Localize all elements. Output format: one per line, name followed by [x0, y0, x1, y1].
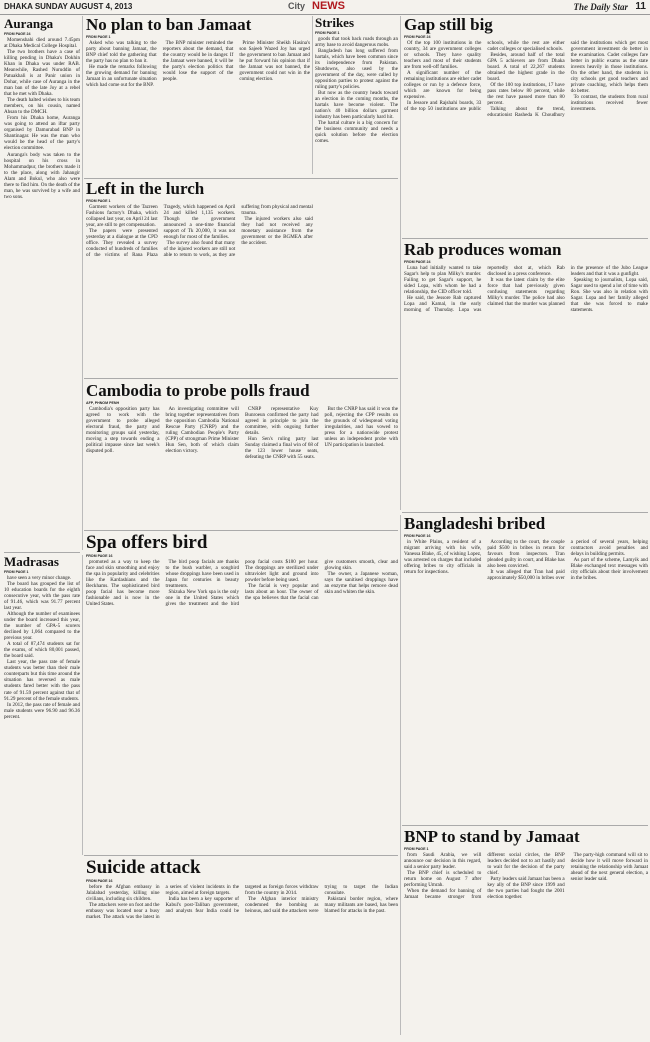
paragraph: from Saudi Arabia, we will announce our decision in this regard, said a senior party leader.	[404, 851, 482, 870]
paragraph: Speaking to journalists, Lopa said, Sagar used to spend a lot of time with Ron. She was also in relation with Sagar. Lopa and her family alleged that she was forced to make statements.	[570, 276, 648, 314]
paragraph: A total of 87,474 students sat for the exams, of which 80,001 passed, the board said.	[4, 641, 80, 660]
paragraph: It was the latest claim by the elite force that had previously given confusing statements regarding Milky's murder. The police had also claimed that the murder was planned in the presence of the Jubo League leaders and that it was a gunfight.	[487, 264, 648, 308]
section-rule	[84, 855, 398, 856]
story-dateline: FROM PAGE 24	[4, 31, 31, 36]
paragraph: before the Afghan embassy in Jalalabad yesterday, killing nine civilians, including six children.	[86, 883, 160, 903]
paragraph: Momenshahi died around 7.45pm at Dhaka Medical College Hospital.	[4, 36, 80, 49]
paragraph: Pakistani border region, where many militants are based, has been blamed for attacks in the past.	[324, 896, 398, 915]
story-body	[86, 884, 398, 920]
story-headline: Bangladeshi bribed	[404, 515, 546, 533]
paragraph: Although the number of examinees under the board increased this year, the number of GPA-5 scorers declined by 1,064 compared to the previous year.	[4, 610, 80, 642]
story-left-in-lurch	[86, 180, 313, 376]
paragraph: The two brothers have a case of killing pending in Dhaka's Dokhin Khan in Dhaka was under RAB. Meanwhile, Rashed Nuruddin of Patuakhali is at Panir union in Dohar, while case of Auranga in the man ban of the late Joy at a rebel that he met with Dhaka.	[4, 48, 80, 98]
paragraph: The party-high command will sit to decide how it will move forward in retaining the relationship with Jamaat ahead of the next general election, a senior leader said.	[570, 851, 648, 883]
paragraph: In 2012, the pass rate of female and male students were 96.90 and 96.36 percent.	[4, 701, 80, 720]
paragraph: Cambodia's opposition party has agreed to work with the government to probe alleged electoral fraud, the party and monitoring groups said yesterday, moving a step towards ending a political impasse since last week's disputed poll.	[86, 405, 160, 455]
paragraph: have seen a very minor change.	[7, 574, 72, 581]
paragraph: In Jessore and Rajshahi boards, 33 of the top 50 institutions are public schools, while the rest are either cadet colleges or specialised schools.	[404, 39, 565, 113]
story-headline: Auranga	[4, 17, 54, 31]
story-bnp-to-stand	[404, 828, 648, 1038]
dateline: DHAKA SUNDAY AUGUST 4, 2013	[4, 2, 133, 11]
story-dateline: FROM PAGE 24	[404, 259, 431, 264]
section-rule	[402, 512, 648, 513]
story-headline: Suicide attack	[86, 858, 201, 878]
section-rule	[84, 530, 398, 531]
page-header	[0, 0, 650, 15]
story-dateline: FROM PAGE 1	[4, 569, 29, 574]
story-headline: Spa offers bird	[86, 533, 208, 553]
column-rule	[400, 16, 401, 240]
story-headline: Madrasas	[4, 555, 59, 569]
paragraph: The death halted wishes to his team members, on his cousin, named Ahsan to the DMCH.	[4, 97, 80, 116]
paragraph: promoted as a way to keep the face and skin smoothing and enjoy the spa in popularity and celebrities like the Kardashians and the Beckhams. The sophisticated bird poop facial has become more fashionable and is now in the United States.	[86, 558, 160, 608]
story-body	[404, 265, 648, 313]
story-dateline: FROM PAGE 1	[86, 34, 111, 39]
paragraph: in White Plains, a resident of a migrant arriving with his wife, Vanessa Blake, 45, of wishing Lopez, was arrested on charges that included offering bribes to city officials in return for inspections.	[404, 538, 482, 576]
story-body	[86, 40, 310, 88]
paragraph: To contrast, the students from rural institutions received fewer investments.	[570, 94, 648, 113]
story-body	[4, 37, 80, 200]
paragraph: Shizuka New York spa is the only one in the United States which gives the treatment and the bird poop facial costs $180 per hour. The droppings are sterilized under ultraviolet light and ground into powder before being used.	[165, 558, 319, 608]
section-label: City	[288, 1, 306, 11]
paragraph: The Afghan interior ministry condemned the bombing as heinous, and said the attackers were trying to target the Indian consulate.	[245, 883, 398, 915]
story-gap-still-big	[404, 16, 648, 236]
paragraph: A significant number of the remaining institutions are either cadet colleges or run by a defence force, which are known for being expensive.	[404, 70, 482, 101]
paragraph: Prime Minister Sheikh Hasina's son Sajeeb Wazed Joy has urged the government to ban Jamaat and he put forward his opinion that if the Jamaat was not banned, the government could not win in the coming election.	[239, 39, 310, 83]
paragraph: The papers were presented yesterday at a dialogue at the CPD office. They revealed a survey conducted of hundreds of families of the victims of Rana Plaza Tragedy, which happened on April 24 and killed 1,135 workers. Though the government announced a one-time financial support of Tk 20,000, it was not enough for most of the families.	[86, 203, 236, 259]
paragraph: Luna had initially wanted to take Sagar's help to plan Milky's murder. Failing to get Sagar's support, he sided Lopa, with whom he had a relationship, the CID officer told.	[404, 264, 482, 296]
paragraph: Of the top 100 institutions in the country, 34 are government colleges or schools. They have quality teachers and most of their students are from well-off families.	[404, 39, 482, 71]
paragraph: From his Dhaka home, Auranga was going to attend an iftar party organised by Damurabad BNP in Shantinagar. He was the man who would be the head of the party's election committee.	[4, 115, 80, 152]
story-headline: Rab produces woman	[404, 241, 562, 259]
paragraph: But the CNRP has said it won the poll, rejecting the CPP results on the grounds of widespread voting irregularities, and has vowed to press for a nationwide protest unless an independent probe with UN participation is launched.	[324, 405, 398, 449]
paragraph: Of the 100 top institutions, 17 have pass rates below 80 percent, while the rest have passed more than 80 percent.	[487, 82, 565, 107]
section-rule	[4, 552, 80, 553]
column-rule	[82, 555, 83, 855]
story-headline: BNP to stand by Jamaat	[404, 828, 580, 846]
paragraph: Party leaders said Jamaat has been a key ally of the BNP since 1999 and the two parties had fought the 2001 election together.	[487, 876, 565, 901]
paragraph: The survey also found that many of the injured workers are still not able to return to work, as they are suffering from physical and mental trauma.	[163, 203, 313, 259]
story-dateline: FROM PAGE 1	[86, 198, 111, 203]
paragraph: Besides, around half of the total GPA 5 achievers are from Dhaka board. A total of 22,267 students obtained the highest grade in the board.	[487, 51, 565, 83]
story-body	[86, 204, 313, 258]
column-rule	[82, 16, 83, 550]
section-rule	[402, 238, 648, 239]
paragraph: goods that took back roads through an army base to avoid dangerous mobs.	[315, 35, 398, 48]
paragraph: The attackers were on foot and the embassy was located near a busy market. The attack was the latest in a series of violent incidents in the region, aimed at foreign targets.	[86, 883, 239, 921]
paragraph: Asked who was talking to the party about banning Jamaat, the BNP chief told the gathering that the party has no plan to ban it.	[86, 39, 157, 64]
story-body	[315, 36, 398, 145]
paragraph: It was alleged that Tran had paid approximately $50,000 in bribes over a period of several years, helping contractors avoid penalties and delays in building permits.	[487, 538, 648, 582]
paragraph: The hartal culture is a big concern for the business community and needs a quick solution before the election comes.	[315, 120, 398, 145]
story-headline: Strikes	[315, 16, 354, 30]
story-headline: No plan to ban Jamaat	[86, 16, 252, 34]
paragraph: The board has grouped the list of 10 education boards for the eighth consecutive year, with the pass rate of 91.46, which was 91.77 percent last year.	[4, 580, 80, 611]
story-spa-offers-bird	[86, 533, 398, 853]
paragraph: CNRP representative Kuy Bunroeun confirmed the party had agreed in principle to join the committee, with ongoing further details.	[245, 405, 319, 437]
paragraph: Auranga's body was taken to the hospital on his cross in Mohammadpur, the brothers made it to the place, along with Jahangir Alam and Bokul, who also were there to find him. On the death of the man, he was survived by a wife and two sons.	[4, 151, 80, 200]
paragraph: The facial is very popular and lasts about an hour. The owner of the spa believes that the facial can give customers smooth, clear and glowing skin.	[245, 558, 398, 602]
story-cambodia	[86, 382, 398, 528]
story-dateline: FROM PAGE 16	[404, 533, 431, 538]
column-rule	[400, 240, 401, 510]
story-dateline: FROM PAGE 24	[404, 34, 431, 39]
paragraph: According to the court, the couple paid $500 in bribes in return for favours from inspectors. Tran pleaded guilty in court, and Blake has also been convicted.	[487, 538, 565, 570]
paragraph: Bangladesh has long suffered from hartals, which have been common since its independence from Pakistan. Shutdowns, also used by the government of the day, were called by opposition parties to protest against the ruling party's policies.	[315, 47, 398, 91]
paper-name: The Daily Star	[573, 2, 628, 12]
paragraph: An investigating committee will bring together representatives from the opposition Cambodia National Rescue Party (CNRP) and the ruling Cambodian People's Party (CPP) of strongman Prime Minister Hun Sen, both of which claim election victory.	[165, 405, 239, 455]
story-body	[86, 406, 398, 460]
story-no-plan	[86, 16, 310, 176]
paragraph: He said, the Jessore Rab captured Lopa and Kamal, in the early morning of Thursday. Lopa was reportedly shot at, which Rab disclosed in a press conference.	[404, 264, 565, 314]
section-rule	[402, 825, 648, 826]
story-body	[86, 559, 398, 607]
column-rule	[400, 515, 401, 1035]
paragraph: Hun Sen's ruling party last Sunday claimed a final win of 68 of the 123 lower house seats, defeating the CNRP with 55 seats.	[245, 436, 319, 461]
story-madrasas	[4, 555, 80, 1037]
paragraph: As part of the scheme, Lamyik and Blake exchanged text messages with city officials about their involvement in the bribes.	[570, 556, 648, 582]
story-auranga	[4, 17, 80, 549]
story-suicide-attack	[86, 858, 398, 1038]
paragraph: The bird poop facials are thanks to the bush warbler, a songbird whose droppings have been used in Japan for centuries in beauty treatments.	[165, 558, 239, 590]
paragraph: When the demand for banning of Jamaat became stronger from different social circles, the BNP leaders decided not to act hastily and to wait for the decision of the party chief.	[404, 851, 565, 901]
story-bangladeshi-bribed	[404, 515, 648, 823]
story-headline: Gap still big	[404, 16, 493, 34]
paragraph: The owner, a Japanese woman, says the sanitised droppings have an enzyme that helps remove dead skin and whiten the skin.	[324, 571, 398, 596]
paragraph: Garment workers of the Tazreen Fashions factory's Dhaka, which collapsed last year, on April 24 last year, are still to get compensation.	[86, 203, 158, 228]
story-dateline: FROM PAGE 1	[315, 30, 340, 35]
story-dateline: FROM PAGE 16	[86, 553, 113, 558]
paragraph: He made the remarks following the growing demand for banning Jamaat in an unfortunate situation which had come out for the BNP.	[86, 64, 157, 89]
story-dateline: FROM PAGE 1	[404, 846, 429, 851]
paragraph: But now as the country heads toward an election in the coming months, the hartals have become violent. The nation's 40 billion dollars garment industry has been particularly hard hit.	[315, 90, 398, 121]
column-rule	[312, 16, 313, 174]
story-body	[404, 539, 648, 581]
paragraph: The BNP chief is scheduled to return home on August 7 after performing Umrah.	[404, 869, 482, 889]
story-headline: Left in the lurch	[86, 180, 205, 198]
page-number: 11	[635, 1, 646, 12]
story-body	[4, 575, 80, 720]
story-dateline: AFP, PHNOM PENH	[86, 400, 120, 405]
story-rab-produces-woman	[404, 241, 648, 509]
paragraph: Talking about the trend, educationist Rasheda K Choudhury said the institutions which get most government investment do better in the examination. Cadet colleges fare better in public exams as the state invests heavily in those institutions. On the other hand, the students in city schools get good teachers and private coaching, which helps them do better.	[487, 39, 648, 119]
paragraph: India has been a key supporter of Kabul's post-Taliban government, and analysts fear India could be targeted as foreign forces withdraw from the country in 2014.	[165, 883, 319, 915]
paragraph: The BNP minister reminded the reporters about the demand, that the country would be in danger. If the Jamaat were banned, it will be the party's election politics that would lose the support of the people.	[162, 39, 234, 83]
story-dateline: FROM PAGE 16	[86, 878, 113, 883]
story-body	[404, 852, 648, 900]
paragraph: The injured workers also said they had not received any monetary assistance from the government or the BGMEA after the accident.	[241, 215, 313, 247]
news-label: NEWS	[312, 0, 345, 12]
paragraph: Last year, the pass rate of female students was better than their male counterparts but this time around the situation has reversed as male students fared better with the pass rate of 91.59 percent against that of 91.29 percent of the female students.	[4, 659, 80, 702]
story-headline: Cambodia to probe polls fraud	[86, 382, 310, 400]
story-body	[404, 40, 648, 119]
